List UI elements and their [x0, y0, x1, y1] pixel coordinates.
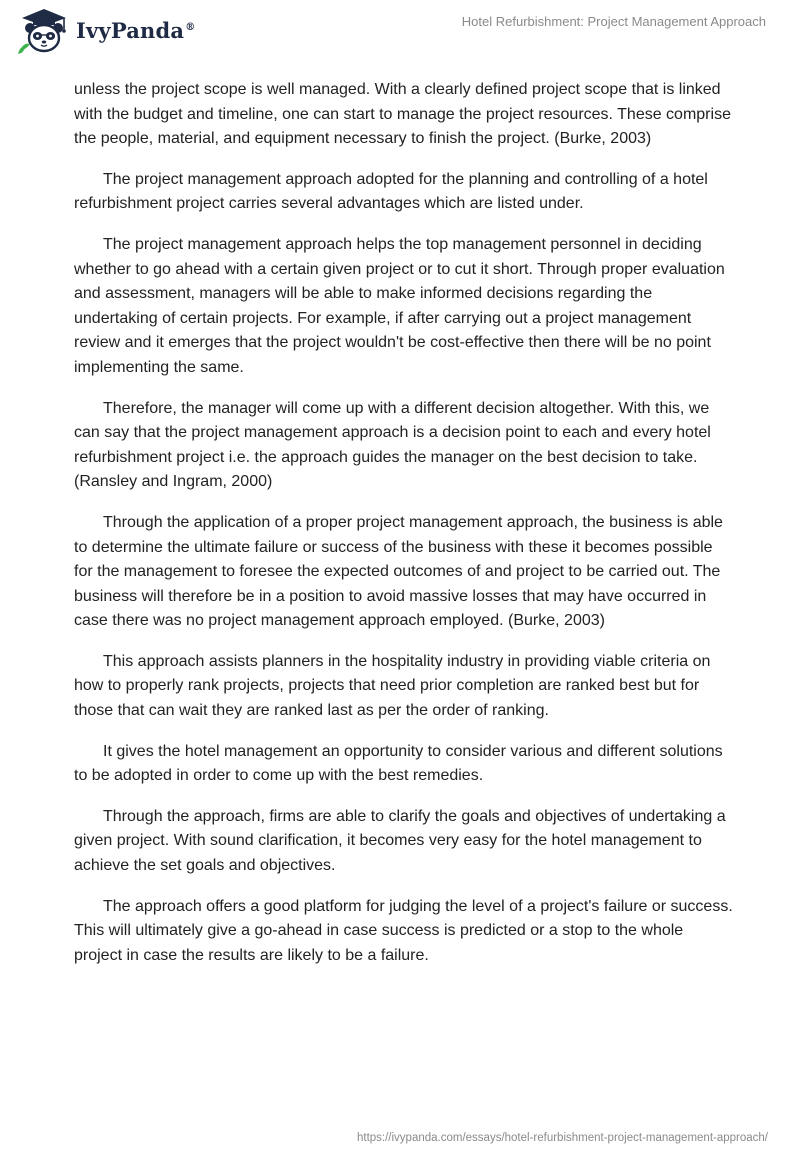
brand-name: IvyPanda®: [76, 17, 196, 43]
source-url[interactable]: https://ivypanda.com/essays/hotel-refurbishment-project-management-approach/: [356, 1132, 768, 1144]
paragraph: The project management approach adopted for the planning and controlling of a hotel refurbishment project carries several advantages which are listed under.: [74, 170, 708, 213]
registered-mark: ®: [185, 21, 196, 33]
paragraph: Through the application of a proper project management approach, the business is able to determine the ultimate failure or success of the business with these it becomes possible for the management to foresee the expected outcomes of and project to be carried out. The business will therefore be in a position to avoid massive losses that may have occurred in case there was no project management approach employed. (Burke, 2003): [74, 513, 723, 630]
panda-graduate-icon: [14, 6, 72, 56]
paragraph: unless the project scope is well managed. With a clearly defined project scope that is linked with the budget and timeline, one can start to manage the project resources. These comprise the people, material, and equipment necessary to finish the project. (Burke, 2003): [74, 81, 731, 148]
page-header: [0, 0, 800, 62]
paragraph: This approach assists planners in the hospitality industry in providing viable criteria on how to properly rank projects, projects that need prior completion are ranked best but for those that can wait they are ranked last as per the order of ranking.: [74, 652, 711, 720]
ivypanda-logo[interactable]: [14, 6, 195, 56]
paragraph: It gives the hotel management an opportunity to consider various and different solutions to be adopted in order to come up with the best remedies.: [74, 742, 723, 785]
document-title: Hotel Refurbishment: Project Management Approach: [461, 14, 766, 29]
paragraph: Through the approach, firms are able to clarify the goals and objectives of undertaking a given project. With sound clarification, it becomes very easy for the hotel management to achieve the set goals and objectives.: [74, 807, 726, 875]
paragraph: The project management approach helps the top management personnel in deciding whether to go ahead with a certain given project or to cut it short. Through proper evaluation and assessment, managers will be able to make informed decisions regarding the undertaking of certain projects. For example, if after carrying out a project management review and it emerges that the project wouldn't be cost-effective then there will be no point implementing the same.: [74, 235, 725, 376]
essay-body: [74, 78, 734, 984]
paragraph: Therefore, the manager will come up with a different decision altogether. With this, we can say that the project management approach is a decision point to each and every hotel refurbishment project i.e. the approach guides the manager on the best decision to take. (Ransley and Ingram, 2000): [74, 399, 711, 491]
paragraph: The approach offers a good platform for judging the level of a project's failure or success. This will ultimately give a go-ahead in case success is predicted or a stop to the whole project in case the results are likely to be a failure.: [74, 897, 733, 964]
